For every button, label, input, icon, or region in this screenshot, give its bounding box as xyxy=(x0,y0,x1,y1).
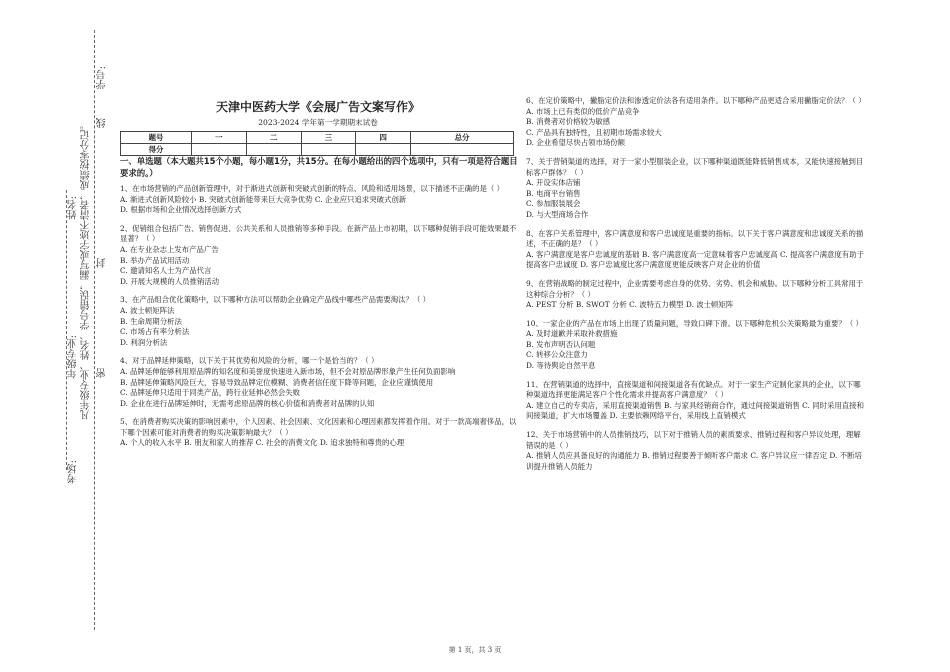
question-9 xyxy=(526,279,866,311)
question-option: A. 品牌延伸能够利用原品牌的知名度和美誉度快速进入新市场，但不会对原品牌形象产生任何负面影响 xyxy=(120,366,456,376)
question-option: A. 个人的收入水平 B. 朋友和家人的推荐 C. 社会的消费文化 D. 追求独特和尊贵的心理 xyxy=(120,438,405,448)
question-6 xyxy=(526,96,866,149)
seal-char-xian: 线 xyxy=(97,118,108,128)
question-option: A. 渐进式创新风险较小 B. 突破式创新能带来巨大竞争优势 C. 企业应只追求突破式创新 xyxy=(120,194,407,204)
seal-char-feng: 封 xyxy=(97,258,108,268)
question-7 xyxy=(526,157,866,221)
question-option: A. 在专业杂志上发布产品广告 xyxy=(120,244,219,254)
question-option: C. 转移公众注意力 xyxy=(526,350,588,360)
question-stem: 7、关于营销渠道的选择，对于一家小型服装企业，以下哪种渠道既能降低销售成本，又能快速接触到目标客户群体？（ ） xyxy=(526,156,864,177)
left-column xyxy=(120,156,520,449)
score-header-cell: 一 xyxy=(192,132,247,144)
score-table xyxy=(120,131,514,156)
question-option: B. 发布声明否认问题 xyxy=(526,339,596,349)
section-heading: 一、单选题（本大题共15个小题，每小题1分，共15分。在每小题给出的四个选项中，只有一项是符合题目要求的。） xyxy=(120,156,518,178)
question-option: D. 企业希望尽快占领市场份额 xyxy=(526,138,626,148)
question-option: A. 及时道歉并采取补救措施 xyxy=(526,329,618,339)
question-option: D. 企业在进行品牌延伸时，无需考虑原品牌的核心价值和消费者对品牌的认知 xyxy=(120,398,375,408)
question-5 xyxy=(120,417,520,449)
question-10 xyxy=(526,319,866,372)
score-header-cell: 二 xyxy=(246,132,301,144)
question-option: C. 品牌延伸只适用于同类产品，跨行业延伸必然会失败 xyxy=(120,388,301,398)
question-1 xyxy=(120,184,520,216)
question-stem: 3、在产品组合优化策略中，以下哪种方法可以帮助企业确定产品线中哪些产品需要淘汰？（ ） xyxy=(120,295,431,305)
question-stem: 4、对于品牌延伸策略，以下关于其优势和风险的分析，哪一个是恰当的？（ ） xyxy=(120,356,379,366)
question-option: C. 参加服装展会 xyxy=(526,199,581,209)
question-stem: 8、在客户关系管理中，客户满意度和客户忠诚度是重要的指标。以下关于客户满意度和忠诚度关系的描述，不正确的是？（ ） xyxy=(526,228,864,249)
question-stem: 1、在市场营销的产品创新管理中，对于渐进式创新和突破式创新的特点、风险和适用场景，以下描述不正确的是（ ） xyxy=(120,184,504,193)
question-stem: 9、在营销战略的制定过程中，企业需要考虑自身的优势、劣势、机会和威胁。以下哪种分析工具常用于这种综合分析？（ ） xyxy=(526,278,864,299)
question-option: B. 生命周期分析法 xyxy=(120,316,182,326)
score-cell xyxy=(301,144,356,156)
score-cell xyxy=(192,144,247,156)
question-option: B. 电商平台销售 xyxy=(526,188,581,198)
question-stem: 12、关于市场营销中的人员推销技巧，以下对于推销人员的素质要求、推销过程和客户异议处理，理解错误的是（ ） xyxy=(526,430,861,450)
question-option: A. 推销人员应具备良好的沟通能力 B. 推销过程要善于倾听客户需求 C. 客户异议应一律否定 D. 不断培训提升推销人员能力 xyxy=(526,451,862,471)
question-2 xyxy=(120,224,520,288)
question-option: A. PEST 分析 B. SWOT 分析 C. 波特五力模型 D. 波士顿矩阵 xyxy=(526,300,734,310)
question-stem: 5、在消费者购买决策的影响因素中，个人因素、社会因素、文化因素和心理因素都发挥着作用。对于一款高端奢侈品，以下哪个因素可能对消费者的购买决策影响最大？（ ） xyxy=(120,417,517,437)
question-option: D. 根据市场和企业情况选择创新方式 xyxy=(120,205,242,215)
score-cell xyxy=(411,144,514,156)
student-id-label: 学号: xyxy=(97,66,108,90)
question-option: D. 等待舆论自然平息 xyxy=(526,361,596,371)
score-row-label: 得分 xyxy=(121,144,192,156)
cut-line-outer xyxy=(94,30,95,630)
score-header-cell: 三 xyxy=(301,132,356,144)
binding-notice: 凡年级专业、姓名、学号错误，漏写或字迹不清者，成绩按零分记。 xyxy=(81,120,92,420)
question-12 xyxy=(526,430,866,472)
question-option: C. 产品具有独特性，且初期市场需求较大 xyxy=(526,127,662,137)
question-option: C. 市场占有率分析法 xyxy=(120,327,190,337)
question-option: A. 波士顿矩阵法 xyxy=(120,305,175,315)
question-option: A. 市场上已有类似的低价产品竞争 xyxy=(526,106,640,116)
page-footer: 第 1 页，共 3 页 xyxy=(448,646,502,654)
question-3 xyxy=(120,295,520,348)
question-option: D. 开展大规模的人员推销活动 xyxy=(120,276,220,286)
binding-margin xyxy=(0,0,110,672)
score-header-cell: 四 xyxy=(356,132,411,144)
score-header-cell: 总分 xyxy=(411,132,514,144)
exam-room-label: 考场: xyxy=(68,460,79,484)
exam-subtitle: 2023-2024 学年第一学期期末试卷 xyxy=(258,118,378,127)
question-option: D. 利润分析法 xyxy=(120,337,168,347)
question-option: A. 开设实体店铺 xyxy=(526,178,581,188)
question-8 xyxy=(526,229,866,271)
exam-title: 天津中医药大学《会展广告文案写作》 xyxy=(215,100,420,114)
cut-line-inner xyxy=(66,190,67,470)
question-stem: 6、在定价策略中，撇脂定价法和渗透定价法各有适用条件。以下哪种产品更适合采用撇脂定价法？（ ） xyxy=(526,96,866,105)
question-11 xyxy=(526,380,866,422)
question-option: A. 客户满意度是客户忠诚度的基础 B. 客户满意度高一定意味着客户忠诚度高 C. 提高客户满意度有助于提高客户忠诚度 D. 客户忠诚度比客户满意度更能反映客户对企业的价值 xyxy=(526,249,864,270)
question-option: B. 举办产品试用活动 xyxy=(120,255,190,265)
grade-major-label: 年级专业: xyxy=(68,335,79,379)
question-option: B. 品牌延伸策略风险巨大，容易导致品牌定位模糊、消费者信任度下降等问题，企业应谨慎使用 xyxy=(120,377,434,387)
score-header-cell: 题号 xyxy=(121,132,192,144)
question-stem: 11、在营销渠道的选择中，直接渠道和间接渠道各有优缺点。对于一家生产定制化家具的企业，以下哪种渠道选择更能满足客户个性化需求并提高客户满意度？（ ） xyxy=(526,379,861,400)
question-4 xyxy=(120,356,520,409)
score-cell xyxy=(356,144,411,156)
name-label: 姓名: xyxy=(68,196,79,220)
seal-char-mi: 密 xyxy=(97,368,108,378)
right-column xyxy=(526,96,866,472)
question-stem: 10、一家企业的产品在市场上出现了质量问题，导致口碑下滑。以下哪种危机公关策略最为重要？（ ） xyxy=(526,318,863,328)
question-option: B. 消费者对价格较为敏感 xyxy=(526,117,611,127)
score-cell xyxy=(246,144,301,156)
question-option: A. 建立自己的专卖店，采用直接渠道销售 B. 与家具经销商合作，通过间接渠道销售 C. 同时采用直接和间接渠道，扩大市场覆盖 D. 主要依赖网络平台，采用线上直销模式 xyxy=(526,400,864,421)
question-stem: 2、促销组合包括广告、销售促进、公共关系和人员推销等多种手段。在新产品上市初期，以下哪种促销手段可能效果最不显著？（ ） xyxy=(120,223,517,244)
question-option: D. 与大型商场合作 xyxy=(526,209,589,219)
question-option: C. 邀请知名人士为产品代言 xyxy=(120,266,212,276)
